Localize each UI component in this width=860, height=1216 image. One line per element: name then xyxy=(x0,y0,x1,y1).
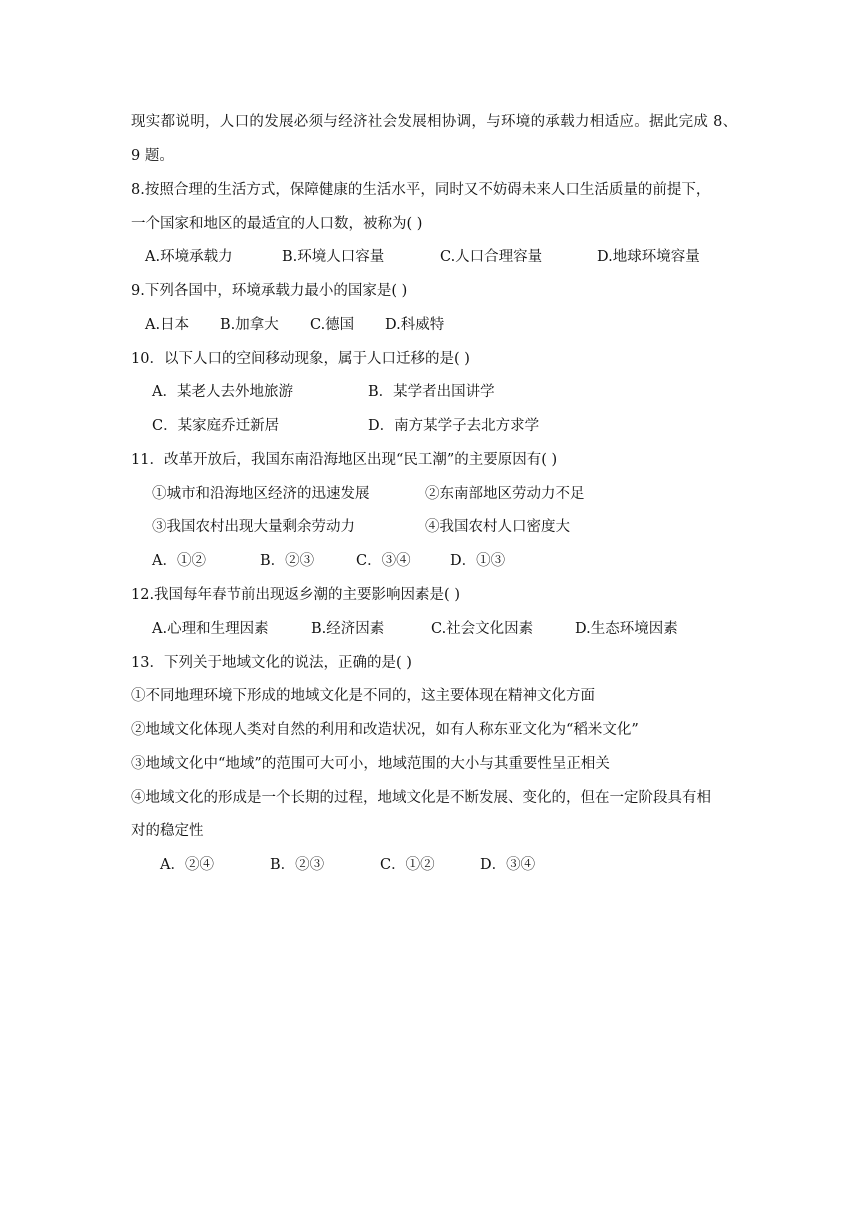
question-10-stem: 10．以下人口的空间移动现象，属于人口迁移的是( ) xyxy=(131,351,470,367)
question-11-stem: 11．改革开放后，我国东南沿海地区出现“民工潮”的主要原因有( ) xyxy=(131,452,558,468)
question-9-option-d: D.科威特 xyxy=(385,317,445,333)
question-8-stem-line-1: 8.按照合理的生活方式，保障健康的生活水平，同时又不妨碍未来人口生活质量的前提下， xyxy=(131,182,711,198)
question-9-option-a: A.日本 xyxy=(145,317,190,333)
question-11-item-4: ④我国农村人口密度大 xyxy=(425,519,570,535)
question-11-option-d: D．①③ xyxy=(450,553,506,569)
question-9-option-b: B.加拿大 xyxy=(220,317,279,333)
question-8-stem-line-2: 一个国家和地区的最适宜的人口数，被称为( ) xyxy=(131,216,423,232)
question-11-option-b: B．②③ xyxy=(260,553,315,569)
question-13-stem: 13．下列关于地域文化的说法，正确的是( ) xyxy=(131,655,412,671)
question-10-option-c: C．某家庭乔迁新居 xyxy=(152,418,280,434)
question-12-option-c: C.社会文化因素 xyxy=(431,621,534,637)
question-11-option-a: A．①② xyxy=(152,553,206,569)
question-13-item-4: ④地域文化的形成是一个长期的过程，地域文化是不断发展、变化的，但在一定阶段具有相 xyxy=(131,790,711,806)
question-13-item-1: ①不同地理环境下形成的地域文化是不同的，这主要体现在精神文化方面 xyxy=(131,688,595,704)
question-13-item-4-continued: 对的稳定性 xyxy=(131,823,204,839)
question-8-option-a: A.环境承载力 xyxy=(145,249,233,265)
question-11-option-c: C．③④ xyxy=(356,553,411,569)
question-11-item-3: ③我国农村出现大量剩余劳动力 xyxy=(152,519,355,535)
question-12-stem: 12.我国每年春节前出现返乡潮的主要影响因素是( ) xyxy=(131,587,460,603)
question-10-option-b: B．某学者出国讲学 xyxy=(368,384,495,400)
intro-line-1: 现实都说明，人口的发展必须与经济社会发展相协调，与环境的承载力相适应。据此完成 8、 xyxy=(131,114,738,130)
question-8-option-c: C.人口合理容量 xyxy=(440,249,543,265)
question-13-option-c: C．①② xyxy=(380,857,435,873)
question-12-option-d: D.生态环境因素 xyxy=(575,621,678,637)
question-13-item-3: ③地域文化中“地域”的范围可大可小，地域范围的大小与其重要性呈正相关 xyxy=(131,756,610,772)
intro-line-2: 9 题。 xyxy=(131,148,174,164)
question-13-item-2: ②地域文化体现人类对自然的利用和改造状况，如有人称东亚文化为“稻米文化” xyxy=(131,722,639,738)
question-9-stem: 9.下列各国中，环境承载力最小的国家是( ) xyxy=(131,283,408,299)
question-9-option-c: C.德国 xyxy=(310,317,355,333)
question-12-option-b: B.经济因素 xyxy=(311,621,385,637)
question-12-option-a: A.心理和生理因素 xyxy=(152,621,269,637)
question-10-option-a: A．某老人去外地旅游 xyxy=(152,384,293,400)
question-13-option-b: B．②③ xyxy=(270,857,325,873)
question-10-option-d: D．南方某学子去北方求学 xyxy=(368,418,540,434)
question-8-option-b: B.环境人口容量 xyxy=(282,249,385,265)
question-11-item-2: ②东南部地区劳动力不足 xyxy=(425,486,585,502)
question-13-option-a: A．②④ xyxy=(160,857,214,873)
question-11-item-1: ①城市和沿海地区经济的迅速发展 xyxy=(152,486,370,502)
question-8-option-d: D.地球环境容量 xyxy=(597,249,700,265)
question-13-option-d: D．③④ xyxy=(480,857,536,873)
